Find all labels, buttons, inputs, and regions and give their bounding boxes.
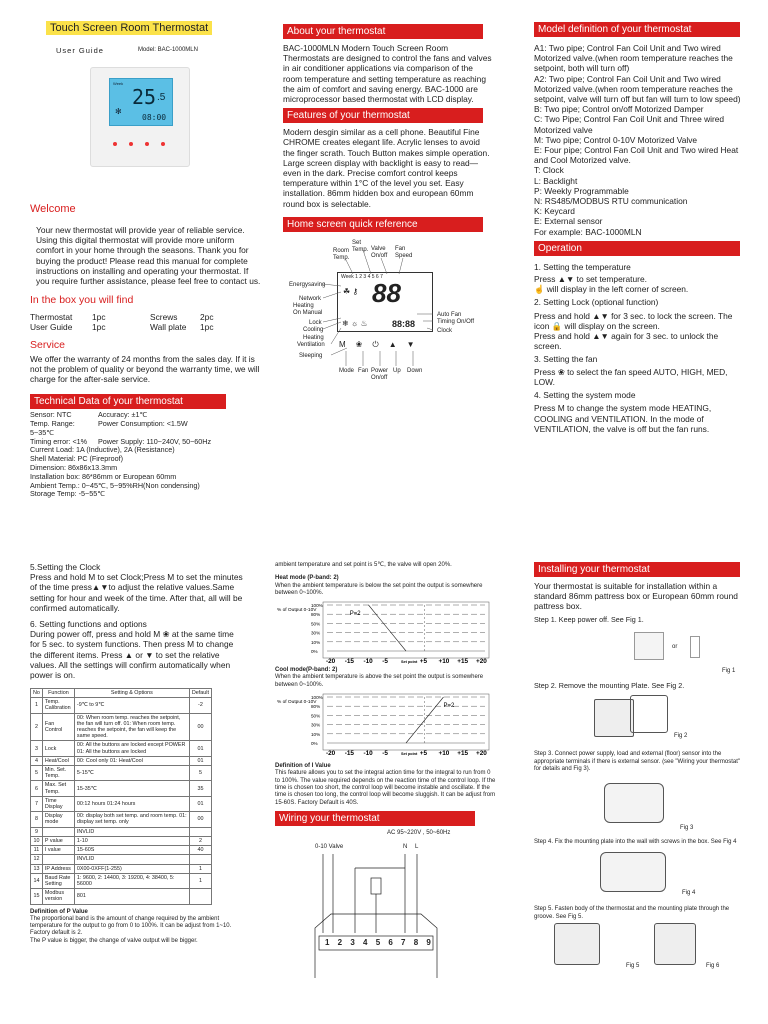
table-cell: 6 (31, 781, 43, 796)
inbox-item: User Guide (30, 322, 73, 333)
power-button-icon: ⏻ (372, 339, 379, 349)
fig2-plate (630, 695, 668, 733)
label-energy: Energysaving (289, 281, 326, 288)
table-cell: Lock (42, 741, 74, 756)
lcd-fan-icon: ✻ (115, 107, 122, 116)
tech-cell: Current Load: 1A (Inductive), 2A (Resistance) (30, 445, 175, 455)
table-cell: Display mode (42, 812, 74, 827)
inbox-qty: 1pc (200, 322, 214, 333)
table-cell: Baud Rate Setting (42, 873, 74, 888)
wiring-terminals: 1 2 3 4 5 6 7 8 9 (325, 937, 434, 947)
inbox-item: Thermostat (30, 312, 73, 323)
home-buttons (339, 340, 415, 350)
clock-text: Press and hold M to set Clock;Press M to set the minutes of the time press▲▼to adjust the relative values.Same setting for hour and week of the time. After that, all will be confirmed automatically. (30, 572, 243, 613)
table-cell: 5 (31, 766, 43, 781)
label-network: Network (299, 295, 322, 302)
graph-xtick: -15 (344, 750, 354, 758)
table-row (31, 756, 212, 765)
label-timing: Timing On/Off (437, 318, 475, 325)
model-line: N: RS485/MODBUS RTU communication (534, 196, 688, 207)
graph-ytick: 50% (311, 713, 321, 719)
label-power: Power On/off (371, 367, 389, 382)
tech-cell: Shell Material: PC (Fireproof) (30, 454, 124, 464)
model-line: K: Keycard (534, 206, 575, 217)
model-line: P: Weekly Programmable (534, 185, 629, 196)
table-cell: 1 (31, 698, 43, 713)
op-line: Press and hold ▲▼ again for 3 sec. to unlock the screen. (534, 331, 719, 352)
col-function: Function (42, 689, 74, 698)
wiring-n-label: N (403, 843, 408, 850)
op-line: 4. Setting the system mode (534, 390, 636, 401)
graph-ylabel: % of Output 0-10V (277, 700, 317, 706)
table-row (31, 873, 212, 888)
label-room-temp: Room Temp. (333, 247, 350, 262)
fan-button-icon: ❀ (355, 339, 363, 349)
fig56-area (534, 921, 742, 977)
table-cell: 14 (31, 873, 43, 888)
inbox-item: Wall plate (150, 322, 187, 333)
label-fan: Fan (358, 367, 369, 374)
tech-list (30, 411, 262, 499)
table-row (31, 855, 212, 864)
table-cell: INVLID (74, 827, 189, 836)
graph-ytick: 100% (311, 695, 323, 701)
i-value-heading: Definition of I Value (275, 763, 331, 770)
table-cell: Temp. Calibration (42, 698, 74, 713)
lcd-temp: 25 (132, 85, 157, 109)
lcd-small-digits: 88:88 (392, 318, 416, 329)
label-up: Up (393, 367, 401, 374)
heat-mode-heading: Heat mode (P-band: 2) (275, 575, 339, 582)
op-line: Press and hold ▲▼ for 3 sec. to lock the screen. The icon 🔒 will display on the screen. (534, 310, 733, 331)
fig5-caption: Fig 5 (626, 962, 640, 969)
table-cell: 00 (189, 812, 211, 827)
inbox-row (30, 322, 262, 332)
table-cell: 00: display both set temp. and room temp. 01: display set temp. only (74, 812, 189, 827)
thermostat-lcd (109, 78, 173, 126)
graph-ytick: 10% (311, 731, 321, 737)
wiring-diagram (275, 828, 475, 978)
heat-mode-graph (275, 599, 497, 665)
table-cell (189, 889, 211, 904)
model-line: M: Two pipe; Control 0-10V Motorized Valve (534, 134, 698, 145)
install-heading: Installing your thermostat (534, 562, 740, 577)
label-lock: Lock (309, 319, 322, 326)
table-cell: IP Address (42, 864, 74, 873)
table-cell (189, 855, 211, 864)
graph-xtick: -5 (382, 658, 388, 666)
graph-xtick: +20 (476, 658, 487, 666)
table-row (31, 766, 212, 781)
about-heading: About your thermostat (283, 24, 483, 39)
tech-cell: Sensor: NTC (30, 410, 72, 420)
graph-xtick: +10 (438, 750, 450, 758)
graph-ytick: 10% (311, 639, 321, 645)
model-line: E: Four pipe; Control Fan Coil Unit and Two wired Heat and Cool Motorized valve. (534, 145, 739, 166)
fig3-box (604, 783, 664, 823)
wiring-supply: AC 95~220V , 50~60Hz (387, 829, 451, 836)
label-ventilation: Ventilation (297, 341, 325, 348)
label-heating: Heating (303, 334, 324, 341)
graph-ytick: 0% (311, 741, 318, 747)
label-fan-speed: Fan Speed (395, 245, 413, 260)
user-guide-label: User Guide (56, 46, 104, 55)
label-set-temp: Set Temp. (352, 239, 369, 254)
table-cell: 12 (31, 855, 43, 864)
fig2-caption: Fig 2 (674, 733, 688, 740)
up-button-icon: ▲ (388, 339, 397, 349)
table-cell: Modbus version (42, 889, 74, 904)
table-cell: I value (42, 846, 74, 855)
table-cell: 01 (189, 756, 211, 765)
model-line: T: Clock (534, 165, 564, 176)
graph-response-line (406, 697, 444, 743)
tech-row (30, 420, 262, 438)
graph-xtick: -5 (382, 750, 388, 758)
left-top-column (30, 18, 262, 499)
graph-ytick: 50% (311, 621, 321, 627)
fig1-switch-panel (634, 632, 664, 660)
table-cell: 0X00-0XFF(1-255) (74, 864, 189, 873)
label-valve: Valve On/off (371, 245, 388, 260)
inbox-qty: 1pc (92, 312, 106, 323)
fig3-caption: Fig 3 (680, 825, 694, 832)
graph-ytick: 80% (311, 704, 321, 710)
table-row (31, 846, 212, 855)
table-cell: 801 (74, 889, 189, 904)
table-cell: 1 (189, 873, 211, 888)
table-row (31, 864, 212, 873)
fig3-area (534, 773, 742, 833)
tech-cell: Storage Temp: -5~55℃ (30, 489, 106, 499)
table-cell: 1-10 (74, 836, 189, 845)
table-header-row (31, 689, 212, 698)
graph-xtick: -20 (326, 750, 336, 758)
tech-heading: Technical Data of your thermostat (30, 394, 226, 409)
operation-heading: Operation (534, 241, 740, 256)
welcome-heading: Welcome (30, 203, 76, 215)
table-cell: 10 (31, 836, 43, 845)
graph-xtick: -10 (363, 658, 373, 666)
table-cell: 01 (189, 796, 211, 811)
table-row (31, 741, 212, 756)
lcd-temp-decimal: .5 (157, 92, 166, 103)
graph-xtick: +20 (476, 750, 487, 758)
table-cell: INVLID (74, 855, 189, 864)
operation-list (534, 262, 742, 434)
graph-ylabel: % of Output 0-10V (277, 608, 317, 614)
graph-frame (323, 602, 489, 658)
graph-frame (323, 694, 489, 750)
down-button-icon: ▼ (406, 339, 415, 349)
table-cell: 00:12 hours 01:24 hours (74, 796, 189, 811)
lcd-time: 08:00 (142, 113, 167, 122)
op-line: 1. Setting the temperature (534, 261, 631, 272)
model-line: For example: BAC-1000MLN (534, 226, 642, 237)
graph-ytick: 30% (311, 630, 321, 636)
cool-mode-heading: Cool mode(P-band: 2) (275, 667, 338, 674)
graph-response-line (369, 605, 407, 651)
table-cell: 15-60S (74, 846, 189, 855)
clock-heading: 5.Setting the Clock (30, 562, 101, 572)
table-cell (189, 827, 211, 836)
model-heading: Model definition of your thermostat (534, 22, 740, 37)
table-cell: 5-15℃ (74, 766, 189, 781)
graph-xtick: Set point (401, 752, 418, 757)
about-text: BAC-1000MLN Modern Touch Screen Room Thermostats are designed to control the fans and valves in air conditioner applications via comparison of the room temperature and setting temperature as reaching the aim of comfort and saving energy. BAC-1000 are microprocessor based thermostat with LCD display. (283, 43, 492, 105)
graph-xtick: +5 (419, 658, 428, 666)
table-cell: 11 (31, 846, 43, 855)
col-setting: Setting & Options (74, 689, 189, 698)
table-cell: 15-35℃ (74, 781, 189, 796)
graph-xtick: +15 (457, 658, 469, 666)
mode-button-icon: M (339, 339, 346, 349)
tech-cell: Ambient Temp.: 0~45℃, 5~95%RH(Non condensing) (30, 480, 200, 490)
model-line: C: Two Pipe; Control Fan Coil Unit and Three wired Motorized valve (534, 114, 725, 135)
table-cell: 13 (31, 864, 43, 873)
fig1-caption: Fig 1 (722, 668, 736, 675)
op-line: Press ❀ to select the fan speed AUTO, HIGH, MED, LOW. (534, 366, 728, 387)
table-cell: Time Display (42, 796, 74, 811)
op-line: ☝ will display in the left corner of screen. (534, 284, 689, 295)
table-row (31, 889, 212, 904)
table-cell: Min. Set. Temp. (42, 766, 74, 781)
lcd-fan-symbol: ☘ ⚷ (343, 286, 359, 296)
fig1-outlet (690, 636, 700, 658)
table-cell: Max. Set Temp. (42, 781, 74, 796)
table-row (31, 796, 212, 811)
inbox-list (30, 312, 262, 332)
table-cell: -2 (189, 698, 211, 713)
device-up-icon (161, 142, 165, 146)
label-clock: Clock (437, 327, 453, 334)
tech-cell: Accuracy: ±1℃ (98, 410, 148, 420)
step-5: Step 5. Fasten body of the thermostat and the mounting plate through the groove. See Fig 5. (534, 906, 730, 920)
step-3: Step 3. Connect power supply, load and external (floor) sensor into the appropriate terminals if there is external sensor. (see "Wiring your thermostat" for details and Fig 3). (534, 751, 741, 772)
device-fan-icon (145, 142, 149, 146)
func-text: During power off, press and hold M ❀ at the same time for 5 sec. to system functions. Then press M to change the different items. Press ▲ or ▼ to set the relative values. All the settings will confirm automatically when power is on. (30, 629, 234, 681)
device-mode-icon (129, 142, 133, 146)
right-bottom-column (534, 562, 742, 977)
label-cooling: Cooling (303, 326, 324, 333)
function-table (30, 688, 212, 904)
table-cell: 1: 9600, 2: 14400, 3: 19200, 4: 38400, 5: 56000 (74, 873, 189, 888)
middle-bottom-column (275, 562, 497, 978)
graph-xtick: +5 (419, 750, 428, 758)
inbox-item: Screws (150, 312, 178, 323)
table-cell: -9℃ to 9℃ (74, 698, 189, 713)
table-cell: Heat/Cool (42, 756, 74, 765)
tech-cell: Power Consumption: <1.5W (98, 419, 188, 429)
table-row (31, 698, 212, 713)
home-heading: Home screen quick reference (283, 217, 483, 232)
model-line: L: Backlight (534, 175, 578, 186)
wiring-valve-label: 0-10 Valve (315, 843, 344, 850)
table-cell: 4 (31, 756, 43, 765)
table-cell: 35 (189, 781, 211, 796)
fig5-device (554, 923, 600, 965)
table-cell (42, 855, 74, 864)
fig4-area (534, 846, 742, 900)
table-cell (42, 827, 74, 836)
graph-xtick: -15 (344, 658, 354, 666)
model-label: Model: BAC-1000MLN (137, 47, 198, 53)
label-heating-manual: Heating On Manual (293, 302, 323, 317)
tech-cell: Temp. Range: 5~35℃ (30, 419, 75, 437)
fig6-caption: Fig 6 (706, 962, 720, 969)
home-leader-lines (283, 236, 493, 386)
table-row (31, 812, 212, 827)
graph-xtick: -20 (326, 658, 336, 666)
p-value-heading: Definition of P Value (30, 908, 88, 915)
label-sleeping: Sleeping (299, 352, 323, 359)
features-text: Modern desgin similar as a cell phone. Beautiful Fine CHROME creates elegant life. Acrylic lenses to avoid the finger scrath. Touch Button makes simple operation. Large screen display with backlight is easy to read—even in the dark. Precise comfort control keeps temperature within 1°C of the level you set. Easy installation. 86mm hidden box and european 60mm round box is selectable. (283, 127, 490, 209)
graph-pband-label: P=2 (443, 703, 455, 710)
inbox-qty: 2pc (200, 312, 214, 323)
label-auto-fan: Auto Fan (437, 311, 462, 318)
lcd-week-row: Week 1 2 3 4 5 6 7 (341, 273, 383, 280)
table-cell: 01 (189, 741, 211, 756)
fig4-box (600, 852, 666, 892)
graph-ytick: 80% (311, 612, 321, 618)
heat-mode-text: When the ambient temperature is below the set point the output is somewhere between 0~100%. (275, 582, 483, 596)
tech-cell: Dimension: 86x86x13.3mm (30, 463, 118, 473)
left-bottom-column (30, 562, 245, 945)
label-down: Down (407, 367, 423, 374)
table-cell: 00: All the buttons are locked except POWER 01: All the buttons are locked (74, 741, 189, 756)
col-default: Default (189, 689, 211, 698)
lcd-big-digits: 88 (372, 277, 401, 308)
doc-title: Touch Screen Room Thermostat (46, 21, 212, 35)
op-line: Press ▲▼ to set temperature. (534, 274, 647, 285)
graph-ytick: 30% (311, 722, 321, 728)
step-1: Step 1. Keep power off. See Fig 1. (534, 614, 644, 624)
table-cell: 3 (31, 741, 43, 756)
tech-cell: Installation box: 86*86mm or European 60mm (30, 471, 177, 481)
right-top-column (534, 22, 742, 434)
fig6-device (654, 923, 696, 965)
service-heading: Service (30, 338, 66, 351)
service-text: We offer the warranty of 24 months from the sales day. If it is not the problem of quality or beyond the warranty time, we will charge for the after-sale service. (30, 353, 260, 385)
i-value-text: This feature allows you to set the integral action time for the integral to run from 0 to 100%. The value required depends on the reaction time of the control loop. If the time is chosen too short, the control loop will become instable and oscillate. If the time is chosen too long, the control loop will become sluggish. It can be adjust from 15-60S. Factory Default is 40S. (275, 770, 496, 806)
middle-top-column (283, 24, 493, 386)
cool-mode-text: When the ambient temperature is above the set point the output is somewhere between 0~100%. (275, 674, 484, 688)
install-text: Your thermostat is suitable for installation within a standard 86mm pattress box or European 60mm round pattress box. (534, 581, 738, 612)
inbox-heading: In the box you will find (30, 294, 134, 307)
welcome-text: Your new thermostat will provide year of reliable service. Using this digital thermostat will provide more uniform comfort in your home through the seasons. Thank you for buying the product! Please read this manual for complete instructions on installing and operating your thermostat. If you require further assistance, please feel free to contact us. (36, 225, 261, 287)
graph-pband-label: P=2 (349, 611, 361, 618)
table-cell: 00: When room temp. reaches the setpoint, the fan will turn off. 01: When room temp. reaches the setpoint, the fan will keep the same speed. (74, 713, 189, 741)
lcd-snow-icon: ❄ ☼ ♨ (342, 318, 368, 328)
cool-mode-graph (275, 691, 497, 757)
fig1-area (534, 624, 742, 674)
table-cell: 15 (31, 889, 43, 904)
table-cell: 00: Cool only 01: Heat/Cool (74, 756, 189, 765)
p-value-text-2: The P value is bigger, the change of valve output will be bigger. (30, 937, 198, 944)
graph-xtick: Set point (401, 660, 418, 665)
table-cell: 00 (189, 713, 211, 741)
fig2-device (594, 699, 634, 737)
graph-xtick: +10 (438, 658, 450, 666)
p-band-intro: ambient temperature and set point is 5℃, the valve will open 20%. (275, 562, 452, 568)
tech-cell: Power Supply: 110~240V, 50~60Hz (98, 436, 212, 446)
table-row (31, 827, 212, 836)
lcd-week: Week (113, 81, 124, 86)
table-cell: 40 (189, 846, 211, 855)
model-line: A2: Two pipe; Control Fan Coil Unit and Two wired Motorized valve.(when room temperature reaches the setpoint, valve will turn off but fan will turn to low speed) (534, 73, 741, 105)
step-2: Step 2. Remove the mounting Plate. See Fig 2. (534, 681, 685, 691)
model-line: A1: Two pipe; Control Fan Coil Unit and Two wired Motorized valve.(when room temperature reaches the setpoint, both will turn off) (534, 43, 733, 74)
table-cell: 8 (31, 812, 43, 827)
wiring-heading: Wiring your thermostat (275, 811, 475, 826)
func-heading: 6. Setting functions and options (30, 619, 147, 630)
table-cell: 1 (189, 864, 211, 873)
thermostat-image (90, 67, 190, 167)
fig2-area (534, 691, 742, 747)
graph-xtick: -10 (363, 750, 373, 758)
label-mode: Mode (339, 367, 355, 374)
model-line: B: Two pipe; Control on/off Motorized Damper (534, 104, 704, 115)
table-cell: 7 (31, 796, 43, 811)
graph-ytick: 0% (311, 649, 318, 655)
table-cell: 5 (189, 766, 211, 781)
col-no: No (31, 689, 43, 698)
tech-cell: Timing error: <1% (30, 436, 88, 446)
graph-ytick: 100% (311, 603, 323, 609)
table-cell: 2 (189, 836, 211, 845)
table-cell: Fan Control (42, 713, 74, 741)
p-value-text: The proportional band is the amount of change required by the ambient temperature for the output to go from 0 to 100%. It can be adjust from 1~10. Factory default is 2. (30, 915, 232, 937)
op-line: 3. Setting the fan (534, 354, 598, 365)
table-cell: 9 (31, 827, 43, 836)
model-line: E: External sensor (534, 216, 603, 227)
table-cell: 2 (31, 713, 43, 741)
op-line: Press M to change the system mode HEATING, COOLING and VENTILATION. In the mode of VENTILATION, the valve is off but the fan runs. (534, 403, 712, 434)
features-heading: Features of your thermostat (283, 108, 483, 123)
inbox-row (30, 312, 262, 322)
step-4: Step 4. Fix the mounting plate into the wall with screws in the box. See Fig 4 (534, 839, 737, 846)
table-row (31, 713, 212, 741)
wiring-l-label: L (415, 843, 419, 850)
table-cell: P value (42, 836, 74, 845)
model-list (534, 43, 742, 237)
device-power-icon (113, 142, 117, 146)
table-row (31, 836, 212, 845)
graph-xtick: +15 (457, 750, 469, 758)
fig1-or: or (672, 644, 678, 651)
table-row (31, 781, 212, 796)
inbox-qty: 1pc (92, 322, 106, 333)
op-line: 2. Setting Lock (optional function) (534, 297, 659, 308)
wiring-lines (275, 828, 475, 978)
home-screen-diagram (283, 236, 493, 386)
fig4-caption: Fig 4 (682, 890, 696, 897)
